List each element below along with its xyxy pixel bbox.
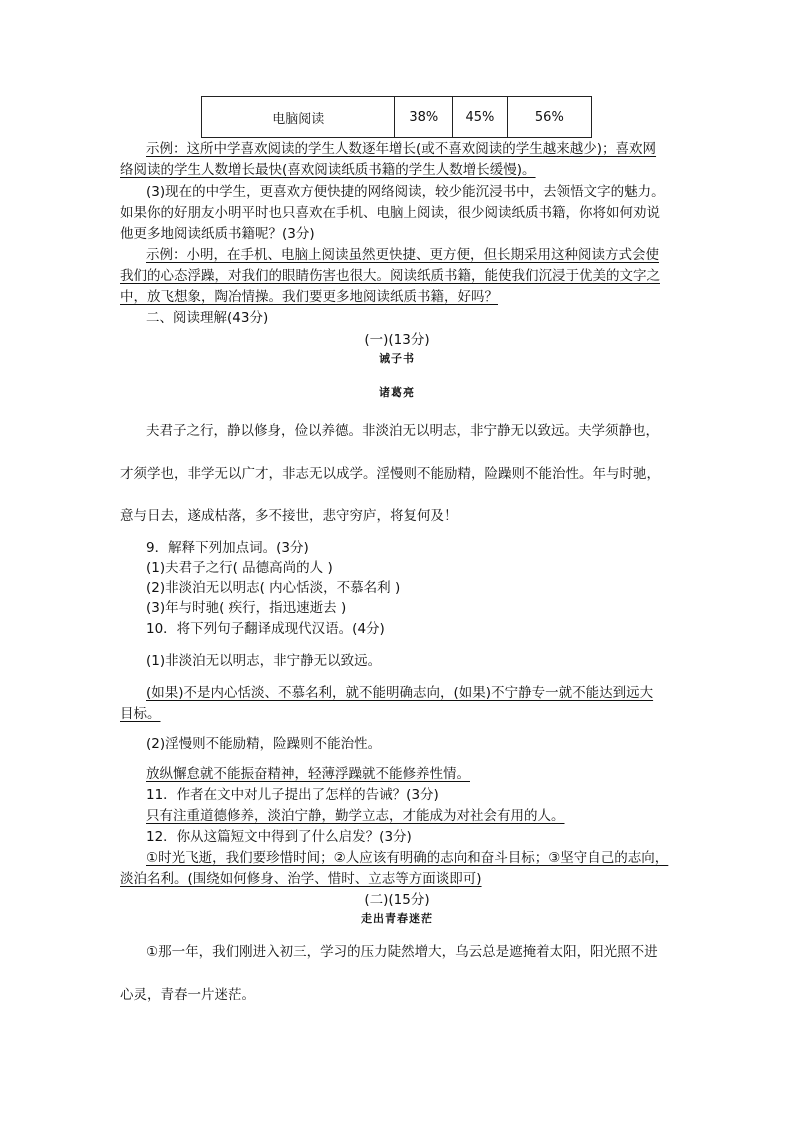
passage-header: (一)(13分) bbox=[364, 332, 430, 348]
answer-line: 中，放飞想象，陶冶情操。我们要更多地阅读纸质书籍，好吗？ bbox=[120, 289, 498, 305]
question-stem: 9．解释下列加点词。(3分) bbox=[146, 540, 309, 556]
question-stem: 10．将下列句子翻译成现代汉语。(4分) bbox=[146, 621, 385, 637]
question-line: (3)现在的中学生，更喜欢方便快捷的网络阅读，较少能沉浸书中，去领悟文字的魅力。 bbox=[146, 184, 665, 200]
table-cell-value: 45% bbox=[453, 97, 508, 138]
section-heading: 二、阅读理解(43分) bbox=[146, 310, 269, 326]
answer-line: (3)年与时驰( 疾行，指迅速逝去 ) bbox=[146, 600, 347, 616]
passage-line: 心灵，青春一片迷茫。 bbox=[120, 987, 255, 1003]
answer-line: ①时光飞逝，我们要珍惜时间；②人应该有明确的志向和奋斗目标；③坚守自己的志向， bbox=[146, 850, 669, 866]
answer-line: 示例：小明，在手机、电脑上阅读虽然更快捷、更方便，但长期采用这种阅读方式会使 bbox=[146, 247, 659, 263]
answer-line: 示例：这所中学喜欢阅读的学生人数逐年增长(或不喜欢阅读的学生越来越少)；喜欢网 bbox=[146, 141, 657, 157]
question-stem: 12．你从这篇短文中得到了什么启发？(3分) bbox=[146, 829, 412, 845]
passage-header: (二)(15分) bbox=[364, 892, 430, 908]
answer-line: (1)夫君子之行( 品德高尚的人 ) bbox=[146, 560, 333, 576]
question-line: 如果你的好朋友小明平时也只喜欢在手机、电脑上阅读，很少阅读纸质书籍，你将如何劝说 bbox=[120, 205, 660, 221]
sentence-line: (2)淫慢则不能励精，险躁则不能治性。 bbox=[146, 736, 382, 752]
passage-line: 意与日去，遂成枯落，多不接世，悲守穷庐，将复何及！ bbox=[120, 508, 458, 524]
passage-line: 才须学也，非学无以广才，非志无以成学。淫慢则不能励精，险躁则不能治性。年与时驰， bbox=[120, 466, 660, 482]
answer-line: 目标。 bbox=[120, 706, 161, 722]
answer-line: 络阅读的学生人数增长最快(喜欢阅读纸质书籍的学生人数增长缓慢)。 bbox=[120, 162, 536, 178]
answer-line: 我们的心态浮躁，对我们的眼睛伤害也很大。阅读纸质书籍，能使我们沉浸于优美的文字之 bbox=[120, 268, 660, 284]
passage-title: 走出青春迷茫 bbox=[361, 912, 433, 925]
question-line: 他更多地阅读纸质书籍呢？(3分) bbox=[120, 226, 315, 242]
question-stem: 11．作者在文中对儿子提出了怎样的告诫？(3分) bbox=[146, 787, 439, 803]
table-cell-value: 56% bbox=[507, 97, 591, 138]
table-cell-label: 电脑阅读 bbox=[202, 97, 395, 138]
sentence-line: (1)非淡泊无以明志，非宁静无以致远。 bbox=[146, 653, 382, 669]
passage-title: 诫子书 bbox=[379, 352, 415, 365]
answer-line: (2)非淡泊无以明志( 内心恬淡，不慕名利 ) bbox=[146, 580, 401, 596]
passage-line: 夫君子之行，静以修身，俭以养德。非淡泊无以明志，非宁静无以致远。夫学须静也， bbox=[146, 423, 659, 439]
answer-line: (如果)不是内心恬淡、不慕名利，就不能明确志向，(如果)不宁静专一就不能达到远大 bbox=[146, 685, 654, 701]
passage-author: 诸葛亮 bbox=[379, 386, 415, 399]
table-cell-value: 38% bbox=[395, 97, 453, 138]
answer-line: 淡泊名利。(围绕如何修身、治学、惜时、立志等方面谈即可) bbox=[120, 871, 482, 887]
reading-survey-table bbox=[201, 96, 592, 138]
passage-line: ①那一年，我们刚进入初三，学习的压力陡然增大，乌云总是遮掩着太阳，阳光照不进 bbox=[146, 944, 658, 960]
answer-line: 放纵懈怠就不能振奋精神，轻薄浮躁就不能修养性情。 bbox=[146, 766, 470, 782]
answer-line: 只有注重道德修养，淡泊宁静，勤学立志，才能成为对社会有用的人。 bbox=[146, 808, 565, 824]
table-row bbox=[202, 97, 592, 138]
